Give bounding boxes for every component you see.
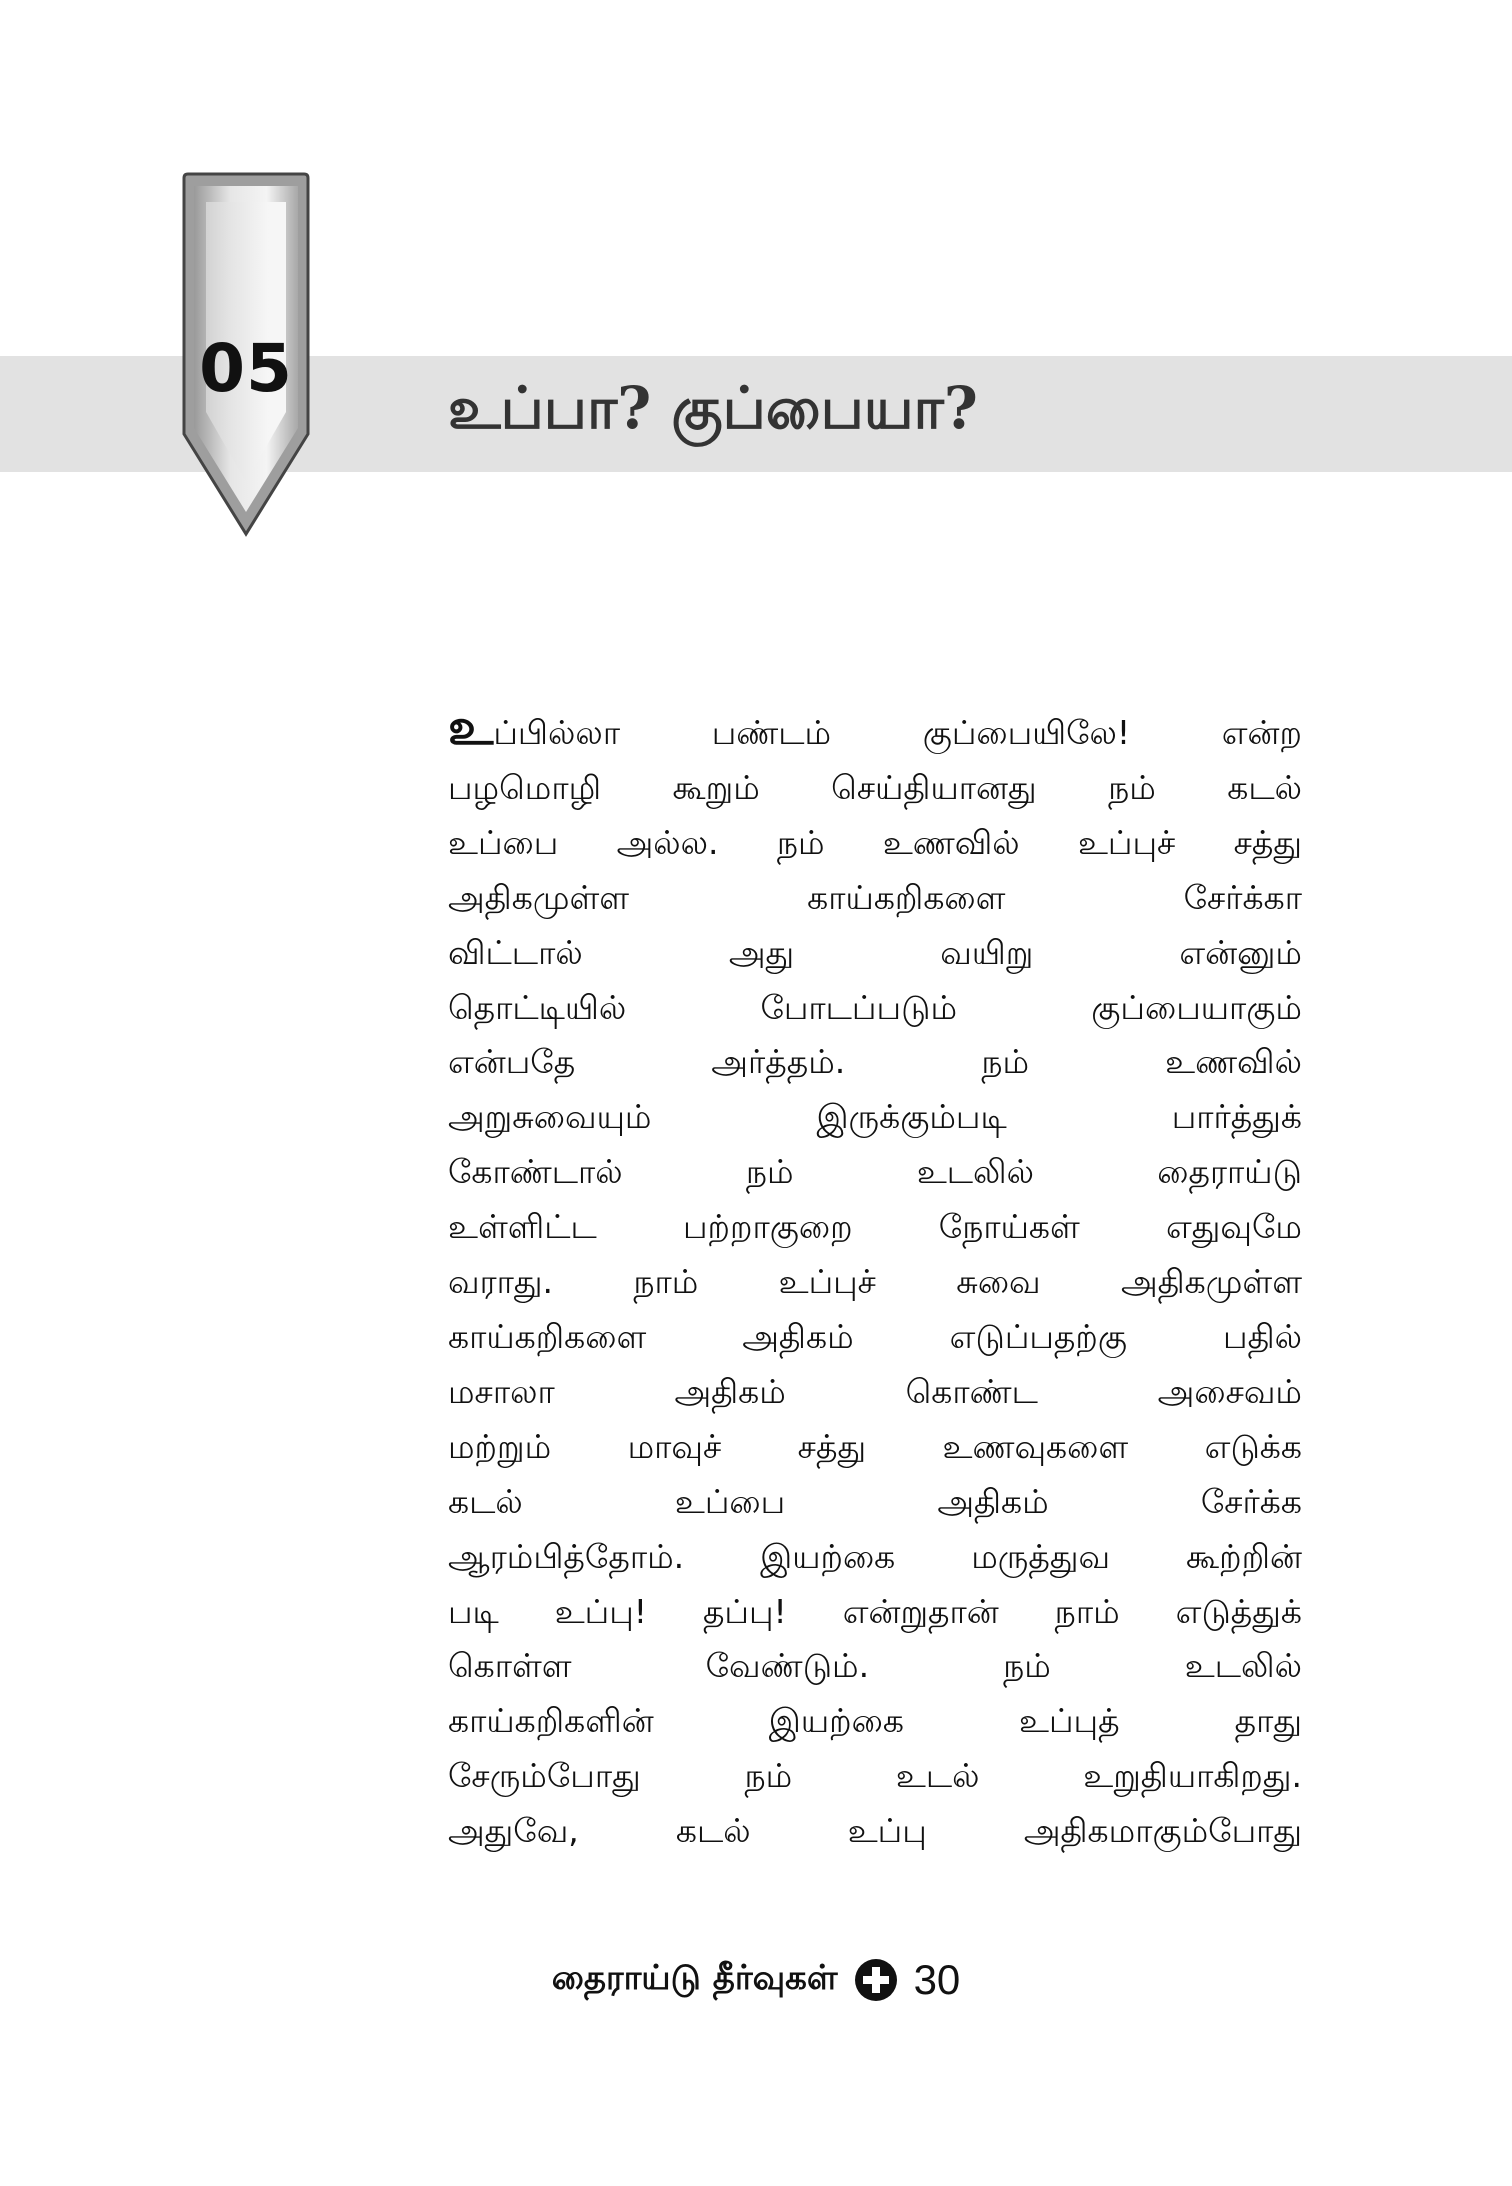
- footer-book-title: தைராய்டு தீர்வுகள்: [551, 1958, 838, 1998]
- body-line: கடல் உப்பை அதிகம் சேர்க்க: [448, 1481, 1302, 1521]
- body-line: காய்கறிகளை அதிகம் எடுப்பதற்கு பதில்: [448, 1316, 1302, 1356]
- body-line: விட்டால் அது வயிறு என்னும்: [448, 932, 1302, 972]
- chapter-number: 05: [199, 330, 293, 407]
- body-line: சேரும்போது நம் உடல் உறுதியாகிறது.: [448, 1756, 1302, 1796]
- page-footer: [0, 1956, 1512, 2004]
- drop-cap: உ: [448, 706, 494, 756]
- body-paragraph: [448, 706, 1302, 1859]
- body-line: என்பதே அர்த்தம். நம் உணவில்: [448, 1042, 1302, 1082]
- body-line: காய்கறிகளின் இயற்கை உப்புத் தாது: [448, 1701, 1302, 1741]
- body-line: உப்பை அல்ல. நம் உணவில் உப்புச் சத்து: [448, 822, 1302, 862]
- body-line: உள்ளிட்ட பற்றாகுறை நோய்கள் எதுவுமே: [448, 1207, 1302, 1247]
- body-line: கொள்ள வேண்டும். நம் உடலில்: [448, 1646, 1302, 1686]
- chapter-title: உப்பா? குப்பையா?: [448, 374, 978, 442]
- body-line: அதிகமுள்ள காய்கறிகளை சேர்க்கா: [448, 877, 1302, 917]
- plus-circle-icon: [854, 1958, 898, 2002]
- body-line: ஆரம்பித்தோம். இயற்கை மருத்துவ கூற்றின்: [448, 1536, 1302, 1576]
- body-line: அறுசுவையும் இருக்கும்படி பார்த்துக்: [448, 1097, 1302, 1137]
- body-line: அதுவே, கடல் உப்பு அதிகமாகும்போது: [448, 1811, 1302, 1851]
- body-line: கோண்டால் நம் உடலில் தைராய்டு: [448, 1152, 1302, 1192]
- body-line: மற்றும் மாவுச் சத்து உணவுகளை எடுக்க: [448, 1426, 1302, 1466]
- body-line: உப்பில்லா பண்டம் குப்பையிலே! என்ற: [448, 706, 1302, 761]
- body-line: படி உப்பு! தப்பு! என்றுதான் நாம் எடுத்துக்: [448, 1591, 1302, 1631]
- body-line: பழமொழி கூறும் செய்தியானது நம் கடல்: [448, 767, 1302, 807]
- body-line: தொட்டியில் போடப்படும் குப்பையாகும்: [448, 987, 1302, 1027]
- body-line: வராது. நாம் உப்புச் சுவை அதிகமுள்ள: [448, 1262, 1302, 1302]
- body-line: மசாலா அதிகம் கொண்ட அசைவம்: [448, 1371, 1302, 1411]
- page-number: 30: [913, 1956, 961, 2003]
